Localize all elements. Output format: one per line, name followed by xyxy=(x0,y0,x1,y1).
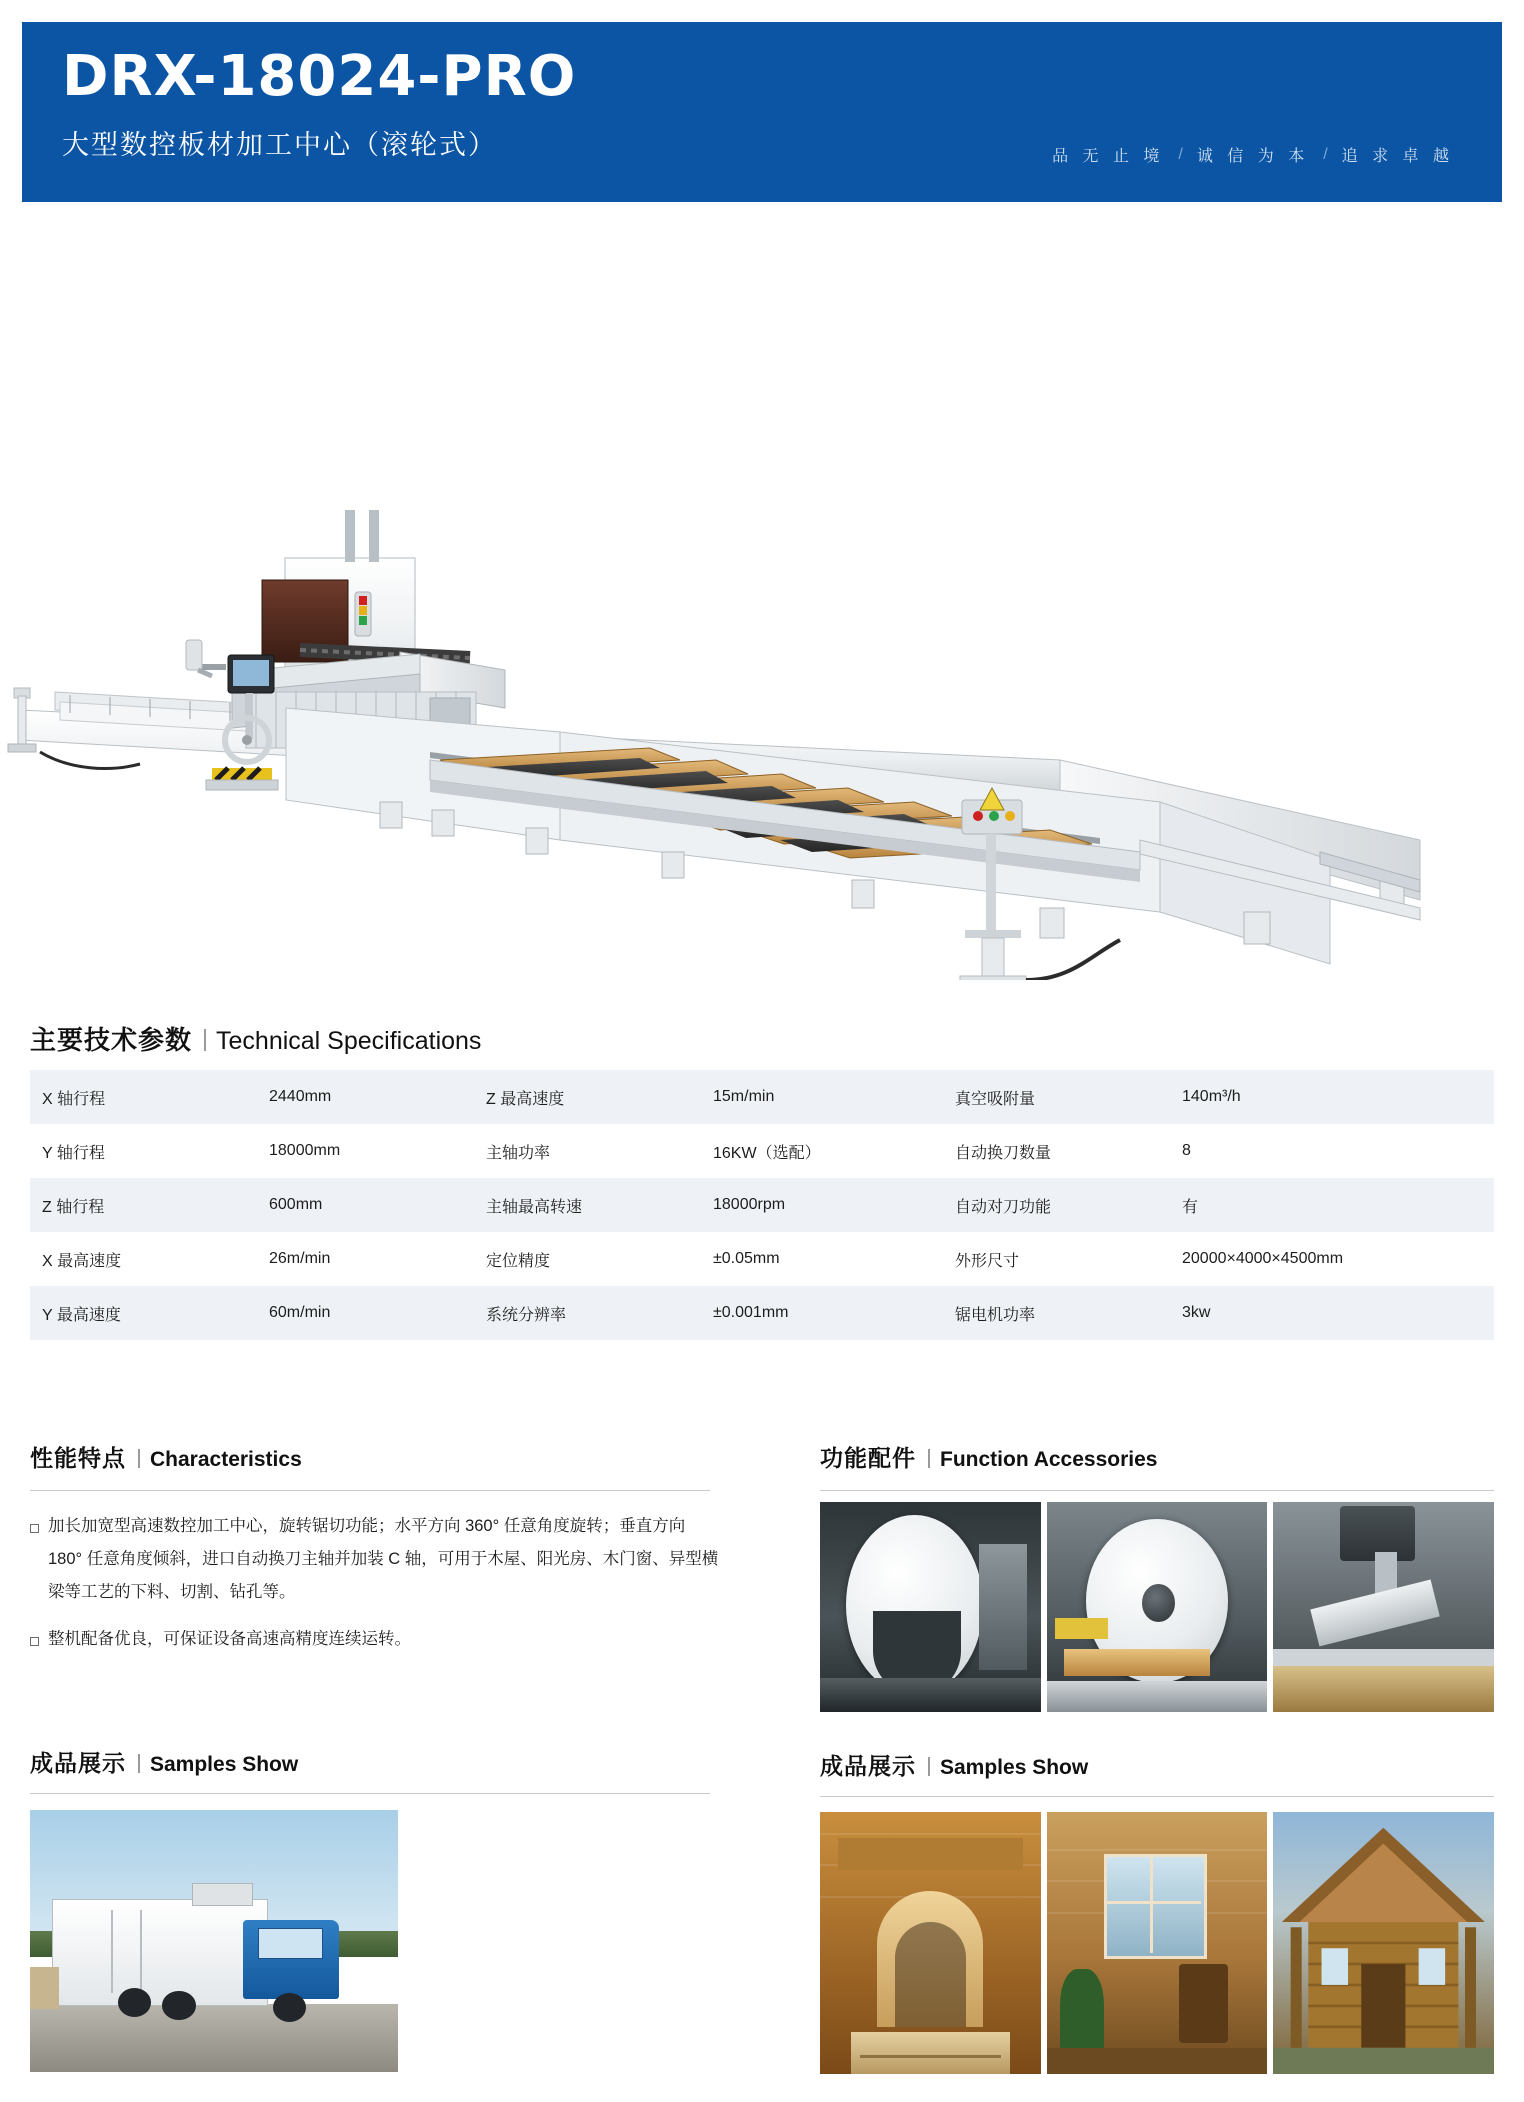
spec-value: 18000mm xyxy=(269,1142,341,1159)
samples-right-title-en: Samples Show xyxy=(940,1756,1089,1779)
samples-show-right-gallery xyxy=(820,1812,1494,2074)
wooden-house-entrance-photo xyxy=(820,1812,1041,2074)
company-slogan xyxy=(1052,143,1454,166)
refrigerated-truck-body-photo xyxy=(30,1810,398,2072)
table-row xyxy=(30,1070,1494,1124)
title-divider xyxy=(138,1449,140,1468)
spec-value: 26m/min xyxy=(269,1250,331,1267)
table-row xyxy=(30,1232,1494,1286)
characteristics-title-cn: 性能特点 xyxy=(30,1445,126,1471)
spec-value: 16KW（选配） xyxy=(713,1144,821,1162)
function-accessories-heading xyxy=(820,1440,1157,1473)
saw-blade-guard-photo xyxy=(820,1502,1041,1712)
spec-value: 8 xyxy=(1182,1142,1191,1159)
spec-key: 主轴最高转速 xyxy=(486,1198,583,1216)
slogan-part-2: 诚 信 为 本 xyxy=(1196,148,1310,165)
title-divider xyxy=(138,1754,140,1773)
technical-specifications-heading xyxy=(30,1020,481,1057)
page-header xyxy=(22,22,1502,202)
machine-hero-image xyxy=(0,240,1524,980)
list-item xyxy=(30,1510,720,1609)
title-divider xyxy=(204,1029,206,1051)
spec-key: Y 最高速度 xyxy=(42,1306,121,1324)
spec-value: 15m/min xyxy=(713,1088,775,1105)
title-divider xyxy=(928,1757,930,1776)
section-divider xyxy=(820,1490,1494,1491)
title-divider xyxy=(928,1449,930,1468)
spec-key: 系统分辨率 xyxy=(486,1306,567,1324)
samples-left-title-cn: 成品展示 xyxy=(30,1750,126,1776)
characteristic-text: 整机配备优良，可保证设备高速高精度连续运转。 xyxy=(48,1630,411,1648)
product-model-title: DRX-18024-PRO xyxy=(62,44,577,109)
spec-key: Z 最高速度 xyxy=(486,1090,565,1108)
spec-key: 外形尺寸 xyxy=(955,1252,1020,1270)
function-accessories-title-en: Function Accessories xyxy=(940,1448,1158,1471)
square-bullet-icon xyxy=(30,1524,39,1533)
saw-blade-cutting-wood-photo xyxy=(1047,1502,1268,1712)
spec-value: 60m/min xyxy=(269,1304,331,1321)
spec-key: Y 轴行程 xyxy=(42,1144,105,1162)
technical-specifications-table xyxy=(30,1070,1494,1340)
characteristics-heading xyxy=(30,1440,302,1473)
spec-value: ±0.001mm xyxy=(713,1304,789,1321)
slogan-separator-2: / xyxy=(1323,145,1328,163)
product-subtitle: 大型数控板材加工中心（滚轮式） xyxy=(62,129,497,160)
table-row xyxy=(30,1178,1494,1232)
characteristics-list xyxy=(30,1510,720,1670)
spec-key: X 最高速度 xyxy=(42,1252,122,1270)
list-item xyxy=(30,1623,720,1656)
spec-key: 主轴功率 xyxy=(486,1144,551,1162)
characteristics-title-en: Characteristics xyxy=(150,1448,302,1471)
characteristic-text: 加长加宽型高速数控加工中心，旋转锯切功能；水平方向 360° 任意角度旋转；垂直方向 180° 任意角度倾斜，进口自动换刀主轴并加装 C 轴，可用于木屋、阳光房、木门窗、异型横梁等工艺的下料、切割、钻孔等。 xyxy=(48,1517,719,1601)
spec-key: 真空吸附量 xyxy=(955,1090,1036,1108)
samples-right-title-cn: 成品展示 xyxy=(820,1753,916,1779)
function-accessories-gallery xyxy=(820,1502,1494,1712)
spec-key: 自动对刀功能 xyxy=(955,1198,1052,1216)
spec-value: 18000rpm xyxy=(713,1196,786,1213)
specs-title-cn: 主要技术参数 xyxy=(30,1025,193,1055)
slogan-part-3: 追 求 卓 越 xyxy=(1341,148,1454,165)
samples-show-right-heading xyxy=(820,1748,1088,1781)
log-cabin-exterior-photo xyxy=(1273,1812,1494,2074)
spec-value: 3kw xyxy=(1182,1304,1211,1321)
spec-key: Z 轴行程 xyxy=(42,1198,105,1216)
samples-show-left-heading xyxy=(30,1745,298,1778)
samples-left-title-en: Samples Show xyxy=(150,1753,299,1776)
table-row xyxy=(30,1124,1494,1178)
spec-key: 定位精度 xyxy=(486,1252,551,1270)
specs-title-en: Technical Specifications xyxy=(216,1027,482,1055)
slogan-part-1: 品 无 止 境 xyxy=(1052,148,1165,165)
spec-key: 自动换刀数量 xyxy=(955,1144,1052,1162)
spec-value: 有 xyxy=(1182,1198,1199,1216)
section-divider xyxy=(820,1796,1494,1797)
slogan-separator-1: / xyxy=(1178,145,1183,163)
spec-value: 600mm xyxy=(269,1196,323,1213)
spec-key: 锯电机功率 xyxy=(955,1306,1036,1324)
section-divider xyxy=(30,1793,710,1794)
spec-value: 20000×4000×4500mm xyxy=(1182,1250,1344,1267)
spec-value: 140m³/h xyxy=(1182,1088,1241,1105)
spec-value: ±0.05mm xyxy=(713,1250,780,1267)
spec-value: 2440mm xyxy=(269,1088,332,1105)
log-cabin-interior-photo xyxy=(1047,1812,1268,2074)
spec-key: X 轴行程 xyxy=(42,1090,106,1108)
square-bullet-icon xyxy=(30,1637,39,1646)
function-accessories-title-cn: 功能配件 xyxy=(820,1445,916,1471)
table-row xyxy=(30,1286,1494,1340)
section-divider xyxy=(30,1490,710,1491)
spindle-head-blade-photo xyxy=(1273,1502,1494,1712)
